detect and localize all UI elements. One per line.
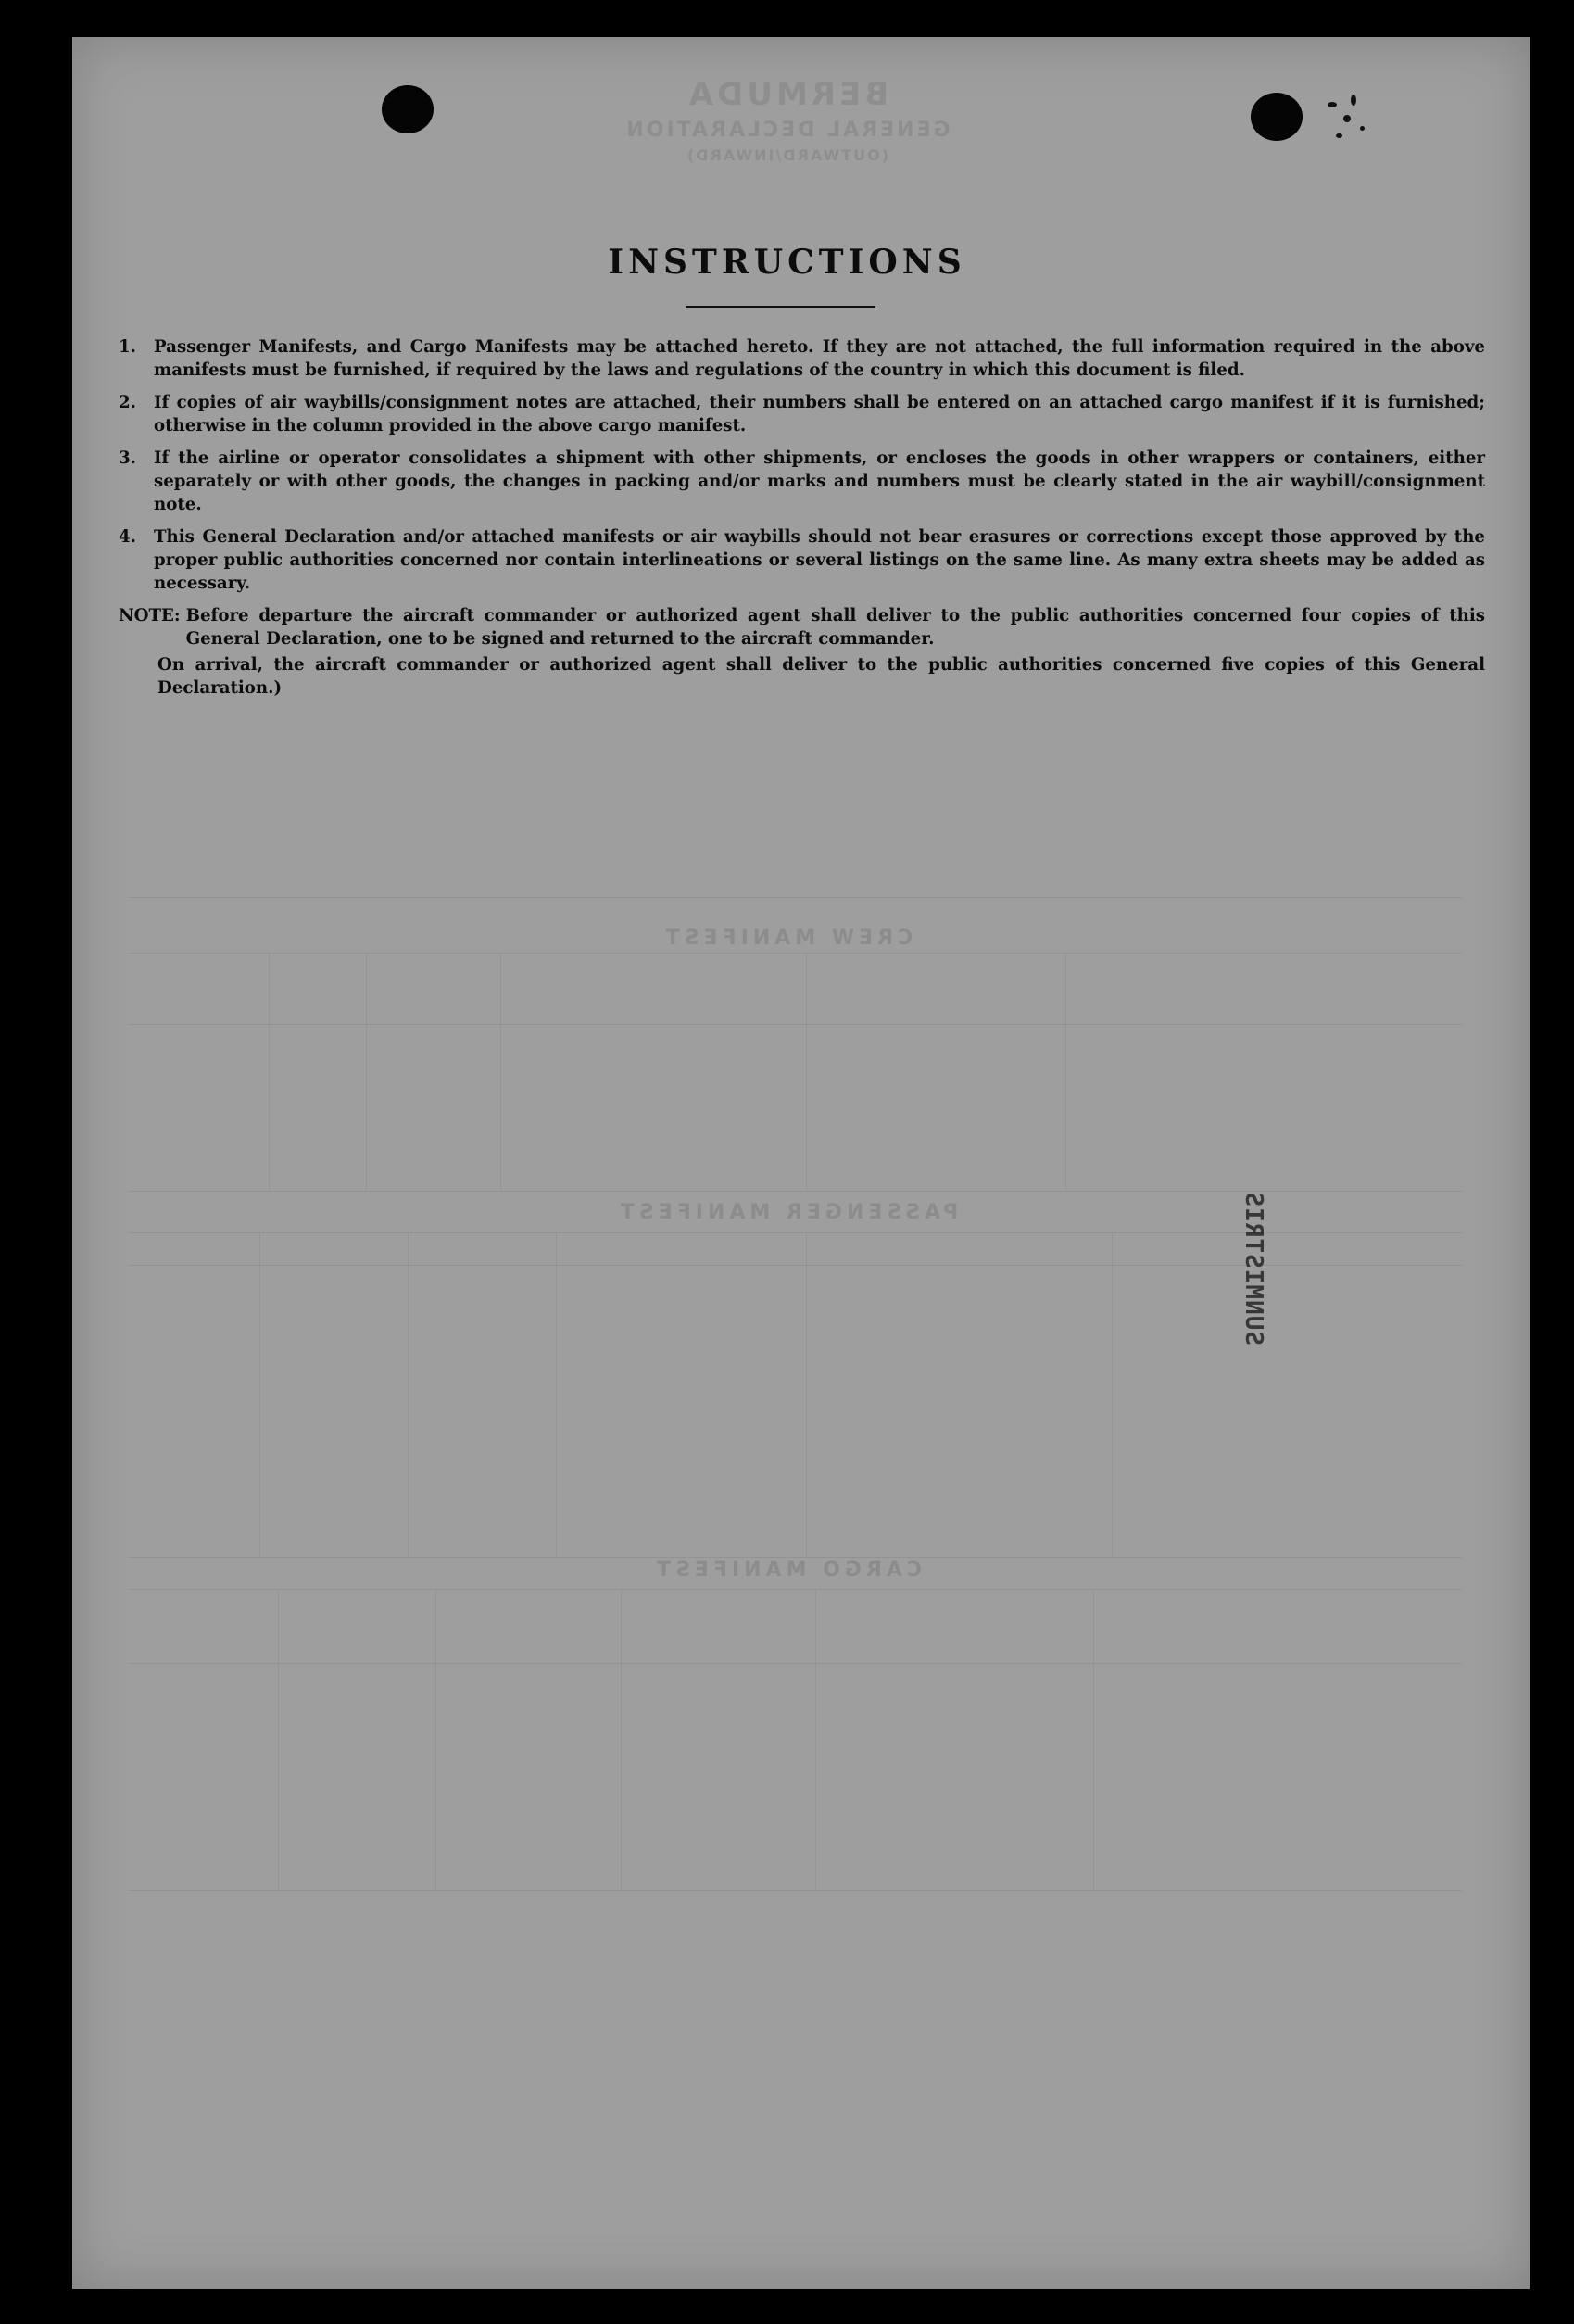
ghost-rule — [128, 1024, 1462, 1025]
ghost-column — [1065, 953, 1066, 1191]
show-through-subtitle: GENERAL DECLARATION — [623, 119, 951, 142]
ghost-rule — [128, 897, 1462, 898]
ghost-rule — [128, 1589, 1462, 1590]
item-text: If the airline or operator consolidates a shipment with other shipments, or encloses the goods in other wrappers or containers, either separately or with other goods, the changes in packing and/or marks and numbers must be clearly stated in the air waybill/consignment note. — [154, 448, 1485, 514]
instructions-list — [119, 335, 1485, 700]
item-text: Passenger Manifests, and Cargo Manifests may be attached hereto. If they are not attached, the full information required in the above manifests must be furnished, if required by the laws and regulations of the country in which this document is filed. — [154, 337, 1485, 380]
ghost-column — [435, 1589, 436, 1890]
instruction-item — [119, 447, 1485, 516]
show-through-title: BERMUDA — [685, 76, 889, 113]
ghost-column — [1093, 1589, 1094, 1890]
instruction-item — [119, 525, 1485, 595]
item-text: If copies of air waybills/consignment notes are attached, their numbers shall be entered on an attached cargo manifest if it is furnished; otherwise in the column provided in the above cargo manifest. — [154, 393, 1485, 436]
show-through-passenger-manifest: PASSENGER MANIFEST — [615, 1201, 959, 1224]
ghost-column — [500, 953, 501, 1191]
item-number: 3. — [119, 448, 136, 468]
ghost-column — [259, 1232, 260, 1557]
ghost-column — [1112, 1232, 1113, 1557]
ghost-column — [278, 1589, 279, 1890]
ghost-rule — [128, 953, 1462, 954]
ghost-column — [621, 1589, 622, 1890]
ghost-column — [408, 1232, 409, 1557]
instruction-item — [119, 335, 1485, 382]
ghost-column — [806, 953, 807, 1191]
rubber-stamp: SUNMISTRIS — [1240, 1191, 1267, 1345]
show-through-crew-manifest: CREW MANIFEST — [661, 927, 913, 950]
item-text: This General Declaration and/or attached manifests or air waybills should not bear erasures or corrections except those approved by the proper public authorities concerned nor contain interlineations or several listings on the same line. As many extra sheets may be added as necessary. — [154, 527, 1485, 593]
instruction-item — [119, 391, 1485, 437]
note-block — [119, 604, 1485, 650]
ghost-rule — [128, 1890, 1462, 1891]
note-label: NOTE: — [119, 606, 181, 625]
ghost-rule — [128, 1663, 1462, 1664]
ghost-rule — [128, 1557, 1462, 1558]
ghost-column — [366, 953, 367, 1191]
ghost-column — [806, 1232, 807, 1557]
note-paragraph-1: Before departure the aircraft commander or authorized agent shall deliver to the public authorities concerned four copies of this General Declaration, one to be signed and returned to the aircraft commander. — [185, 606, 1485, 649]
ghost-column — [815, 1589, 816, 1890]
item-number: 1. — [119, 337, 136, 357]
ghost-column — [556, 1232, 557, 1557]
page-title: INSTRUCTIONS — [608, 243, 966, 282]
note-paragraph-2: On arrival, the aircraft commander or authorized agent shall deliver to the public authorities concerned five copies of this General Declaration.) — [157, 655, 1485, 698]
title-underline — [686, 306, 875, 308]
item-number: 4. — [119, 527, 136, 547]
ghost-column — [269, 953, 270, 1191]
item-number: 2. — [119, 393, 136, 412]
show-through-cargo-manifest: CARGO MANIFEST — [652, 1559, 922, 1582]
show-through-subtitle2: (OUTWARD/INWARD) — [685, 146, 889, 164]
